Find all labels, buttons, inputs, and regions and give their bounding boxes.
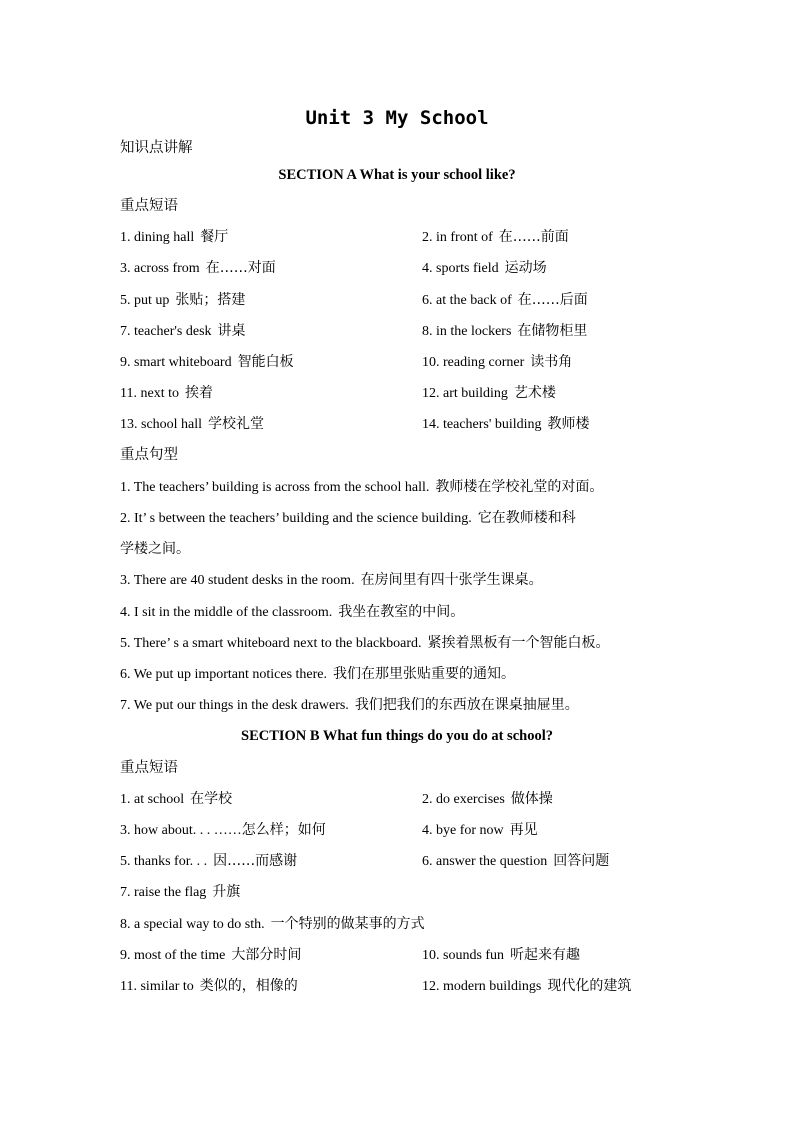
section-b-heading: SECTION B What fun things do you do at school? — [241, 728, 553, 744]
sentence-item: 4. I sit in the middle of the classroom. 我坐在教室的中间。 — [120, 604, 465, 620]
phrase-item: 11. similar to 类似的，相像的 — [120, 978, 298, 994]
section-a-phrases-heading: 重点短语 — [120, 198, 178, 214]
phrase-item: 9. smart whiteboard 智能白板 — [120, 354, 294, 370]
sentence-item: 5. There’ s a smart whiteboard next to the blackboard. 紧挨着黑板有一个智能白板。 — [120, 635, 610, 651]
phrase-item: 3. how about. . . ……怎么样；如何 — [120, 822, 326, 838]
phrase-item: 1. dining hall 餐厅 — [120, 229, 229, 245]
phrase-item: 4. sports field 运动场 — [422, 260, 547, 276]
phrase-item: 5. put up 张贴；搭建 — [120, 292, 246, 308]
phrase-item: 13. school hall 学校礼堂 — [120, 416, 265, 432]
phrase-item: 6. answer the question 回答问题 — [422, 853, 610, 869]
section-a-heading: SECTION A What is your school like? — [278, 167, 516, 183]
phrase-item: 7. raise the flag 升旗 — [120, 884, 241, 900]
page-title: Unit 3 My School — [305, 107, 489, 129]
phrase-item: 10. reading corner 读书角 — [422, 354, 573, 370]
phrase-item: 11. next to 挨着 — [120, 385, 213, 401]
overview-heading: 知识点讲解 — [120, 140, 193, 156]
phrase-item: 14. teachers' building 教师楼 — [422, 416, 590, 432]
phrase-item: 12. modern buildings 现代化的建筑 — [422, 978, 632, 994]
phrase-item: 2. do exercises 做体操 — [422, 791, 553, 807]
phrase-item: 8. a special way to do sth. 一个特别的做某事的方式 — [120, 916, 425, 932]
phrase-item: 7. teacher's desk 讲桌 — [120, 323, 246, 339]
phrase-item: 10. sounds fun 听起来有趣 — [422, 947, 581, 963]
phrase-item: 2. in front of 在……前面 — [422, 229, 569, 245]
phrase-item: 9. most of the time 大部分时间 — [120, 947, 302, 963]
phrase-item: 6. at the back of 在……后面 — [422, 292, 588, 308]
sentence-continuation: 学楼之间。 — [120, 541, 190, 557]
sentence-item: 1. The teachers’ building is across from the school hall. 教师楼在学校礼堂的对面。 — [120, 479, 604, 495]
phrase-item: 4. bye for now 再见 — [422, 822, 538, 838]
sentence-item: 6. We put up important notices there. 我们在那里张贴重要的通知。 — [120, 666, 516, 682]
section-b-phrases-heading: 重点短语 — [120, 760, 178, 776]
section-a-sentences-heading: 重点句型 — [120, 447, 178, 463]
phrase-item: 5. thanks for. . . 因……而感谢 — [120, 853, 298, 869]
sentence-item: 3. There are 40 student desks in the room. 在房间里有四十张学生课桌。 — [120, 572, 543, 588]
phrase-item: 1. at school 在学校 — [120, 791, 233, 807]
phrase-item: 8. in the lockers 在储物柜里 — [422, 323, 588, 339]
phrase-item: 12. art building 艺术楼 — [422, 385, 556, 401]
sentence-item: 7. We put our things in the desk drawers. 我们把我们的东西放在课桌抽屉里。 — [120, 697, 579, 713]
phrase-item: 3. across from 在……对面 — [120, 260, 276, 276]
sentence-item: 2. It’ s between the teachers’ building and the science building. 它在教师楼和科 — [120, 510, 576, 526]
